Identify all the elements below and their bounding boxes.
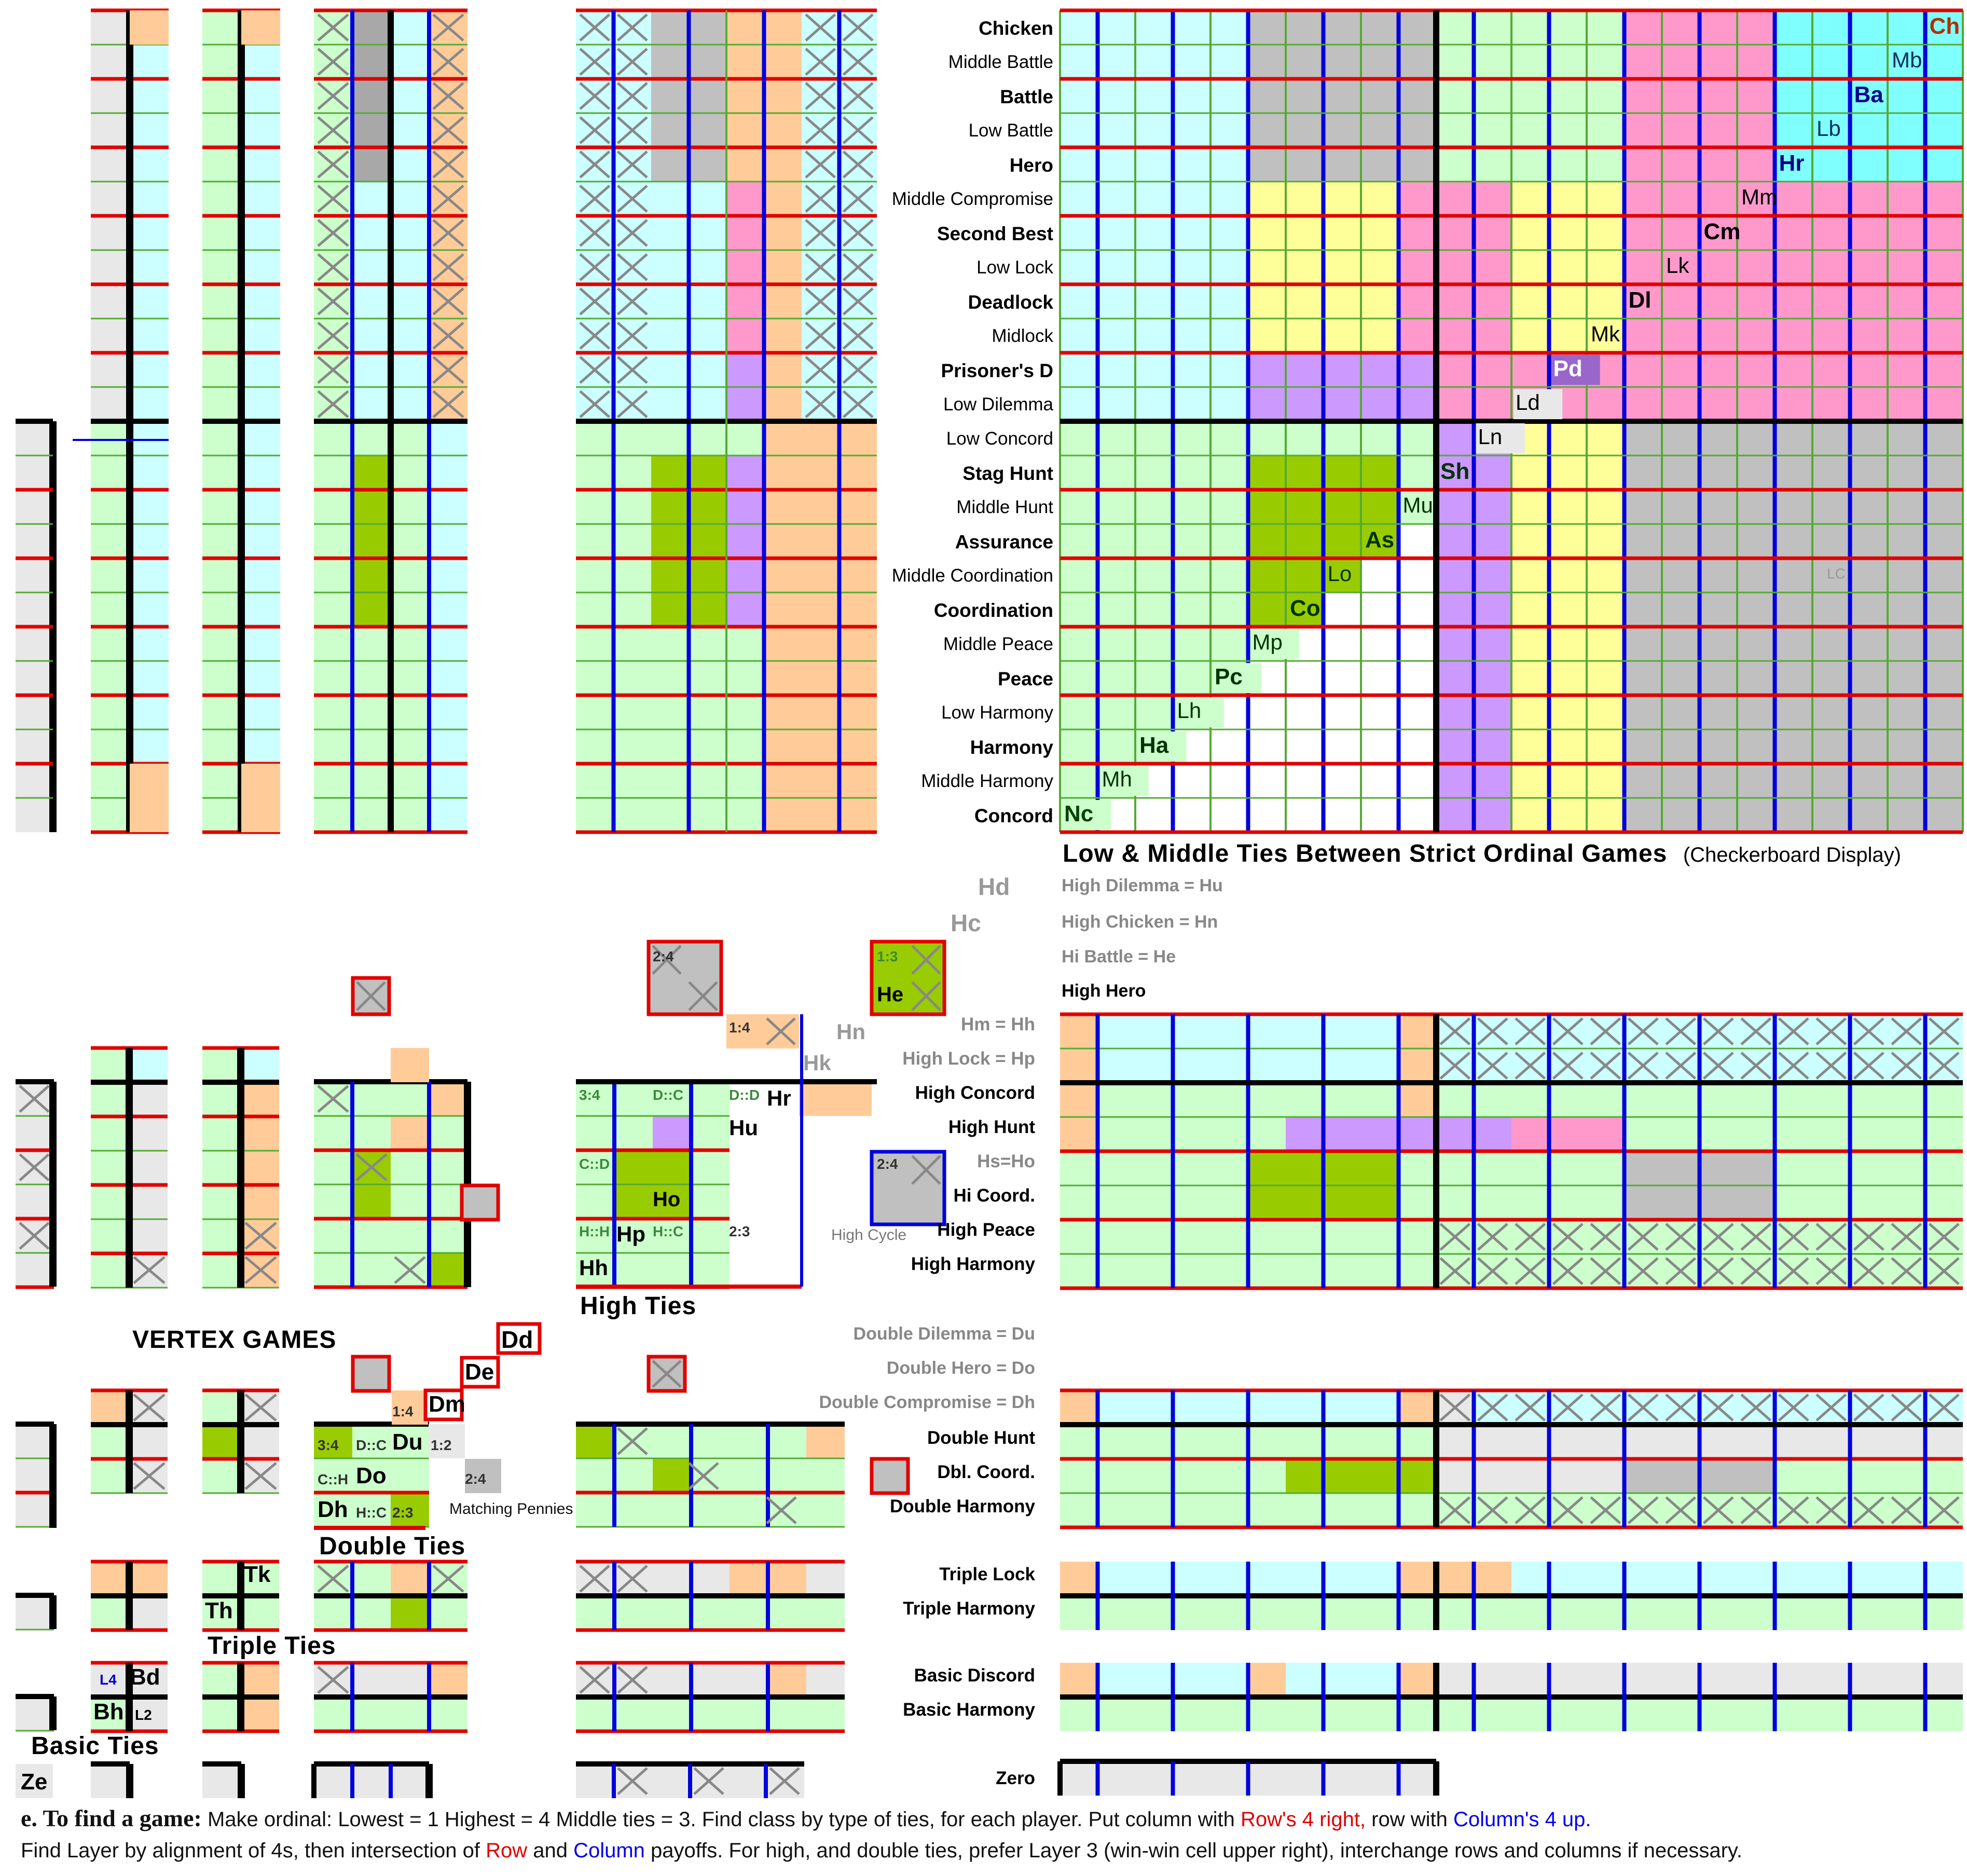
code-ch: Ch bbox=[1929, 13, 1960, 39]
high-row-label: Hi Coord. bbox=[953, 1185, 1035, 1206]
code-sh: Sh bbox=[1440, 459, 1470, 484]
main-row-label: Midlock bbox=[992, 326, 1053, 346]
code-hk: Hk bbox=[803, 1051, 831, 1075]
ratio-label: D::D bbox=[729, 1087, 760, 1103]
ratio-label: 2:3 bbox=[729, 1223, 750, 1239]
code-ld: Ld bbox=[1516, 390, 1540, 415]
main-row-label: Concord bbox=[974, 805, 1053, 826]
instructions-row-hint: Row's 4 right, bbox=[1240, 1808, 1366, 1831]
code-tk: Tk bbox=[244, 1562, 271, 1587]
code-dd: Dd bbox=[501, 1326, 533, 1353]
instructions-text-2c: payoffs. For high, and double ties, prefer Layer 3 (win-win cell upper right), interchange rows and columns if necessary. bbox=[644, 1839, 1743, 1862]
alias-high-hero: High Hero bbox=[1062, 981, 1146, 1001]
high-row-label: Hm = Hh bbox=[961, 1014, 1035, 1034]
code-dm: Dm bbox=[429, 1391, 465, 1417]
code-as: As bbox=[1365, 527, 1395, 553]
main-row-label: Middle Harmony bbox=[921, 771, 1053, 791]
label-zero: Zero bbox=[996, 1768, 1035, 1788]
high-ties-title: High Ties bbox=[580, 1292, 697, 1320]
ratio-label: 1:2 bbox=[431, 1437, 452, 1453]
ratio-label: H::C bbox=[653, 1223, 684, 1239]
ratio-label: 2:4 bbox=[653, 948, 674, 964]
code-mm: Mm bbox=[1741, 185, 1778, 209]
ratio-label: 3:4 bbox=[318, 1437, 339, 1453]
ratio-label: 2:4 bbox=[877, 1156, 898, 1172]
code-do: Do bbox=[356, 1463, 387, 1488]
ratio-label: 1:4 bbox=[392, 1403, 414, 1419]
ratio-label: 1:3 bbox=[877, 948, 898, 964]
code-nc: Nc bbox=[1064, 801, 1094, 826]
main-row-label: Low Dilemma bbox=[943, 394, 1053, 415]
code-hu: Hu bbox=[729, 1115, 758, 1140]
main-row-label: Low Lock bbox=[976, 257, 1053, 278]
code-ha: Ha bbox=[1139, 733, 1169, 758]
code-lk: Lk bbox=[1666, 253, 1689, 278]
basic-ties-title: Basic Ties bbox=[31, 1732, 159, 1760]
label-basic-discord: Basic Discord bbox=[914, 1665, 1035, 1686]
code-bd: Bd bbox=[130, 1664, 160, 1690]
alias-hi-battle: Hi Battle = He bbox=[1062, 947, 1176, 967]
code-du: Du bbox=[392, 1429, 423, 1455]
main-row-label: Deadlock bbox=[968, 292, 1053, 313]
alias-high-chicken: High Chicken = Hn bbox=[1062, 912, 1218, 932]
main-row-label: Low Concord bbox=[946, 429, 1053, 449]
high-row-label: High Hunt bbox=[948, 1117, 1035, 1137]
instructions-text-2a: Find Layer by alignment of 4s, then intersection of bbox=[21, 1839, 486, 1862]
double-ties-title: Double Ties bbox=[319, 1533, 466, 1560]
label-double-hunt: Double Hunt bbox=[927, 1428, 1035, 1448]
code-ba: Ba bbox=[1854, 82, 1883, 107]
code-lb: Lb bbox=[1817, 116, 1841, 141]
code-hd: Hd bbox=[978, 873, 1010, 900]
instructions-column-word: Column bbox=[573, 1839, 645, 1862]
main-row-label: Hero bbox=[1009, 155, 1053, 176]
code-mu: Mu bbox=[1402, 493, 1433, 517]
vertex-games-title: VERTEX GAMES bbox=[132, 1326, 337, 1354]
main-row-label: Middle Battle bbox=[948, 52, 1053, 72]
main-row-label: Low Battle bbox=[968, 120, 1053, 141]
main-row-label: Peace bbox=[998, 668, 1053, 689]
label-basic-harmony: Basic Harmony bbox=[903, 1700, 1035, 1720]
main-row-label: Middle Coordination bbox=[891, 565, 1053, 586]
code-pc: Pc bbox=[1215, 664, 1243, 689]
main-row-label: Middle Peace bbox=[943, 634, 1053, 654]
main-row-label: Battle bbox=[1000, 86, 1053, 107]
label-double-harmony: Double Harmony bbox=[889, 1496, 1035, 1516]
high-row-label: High Peace bbox=[937, 1220, 1035, 1240]
code-dl: Dl bbox=[1628, 287, 1652, 313]
code-he: He bbox=[877, 983, 904, 1006]
ratio-label: 2:3 bbox=[392, 1505, 414, 1521]
code-hp: Hp bbox=[616, 1222, 645, 1246]
ratio-label: D::C bbox=[653, 1087, 684, 1103]
small-l2: L2 bbox=[135, 1707, 152, 1723]
ratio-label: 3:4 bbox=[579, 1087, 600, 1103]
code-pd: Pd bbox=[1553, 356, 1583, 381]
high-cycle-label: High Cycle bbox=[831, 1226, 907, 1244]
code-hr: Hr bbox=[767, 1086, 791, 1110]
instructions-column-hint: Column's 4 up. bbox=[1453, 1808, 1591, 1831]
ratio-label: 1:4 bbox=[729, 1019, 750, 1036]
main-row-label: Stag Hunt bbox=[962, 463, 1053, 484]
high-row-label: High Harmony bbox=[911, 1254, 1035, 1274]
main-row-label: Prisoner's D bbox=[941, 360, 1053, 381]
code-hc: Hc bbox=[951, 909, 981, 936]
code-ze: Ze bbox=[21, 1769, 48, 1795]
code-hn: Hn bbox=[836, 1019, 865, 1044]
instructions-text-2b: and bbox=[527, 1839, 574, 1862]
code-dh: Dh bbox=[318, 1497, 348, 1522]
code-hr: Hr bbox=[1779, 150, 1805, 176]
ratio-label: 2:4 bbox=[465, 1471, 486, 1487]
code-cm: Cm bbox=[1703, 219, 1741, 244]
code-lo: Lo bbox=[1327, 561, 1352, 586]
label-dbl-coord: Dbl. Coord. bbox=[937, 1462, 1035, 1482]
instructions-heading: e. To find a game: bbox=[21, 1805, 202, 1831]
main-row-label: Middle Compromise bbox=[891, 189, 1053, 209]
ratio-label: C::D bbox=[579, 1156, 610, 1172]
main-row-label: Low Harmony bbox=[941, 702, 1053, 723]
alias-double-dilemma: Double Dilemma = Du bbox=[853, 1324, 1035, 1344]
code-mh: Mh bbox=[1102, 767, 1132, 791]
code-ln: Ln bbox=[1478, 424, 1503, 449]
instructions-row-word: Row bbox=[486, 1839, 528, 1862]
ratio-label: C::H bbox=[318, 1471, 349, 1487]
code-co: Co bbox=[1290, 596, 1320, 621]
title-text: Low & Middle Ties Between Strict Ordinal Games bbox=[1063, 840, 1668, 867]
ratio-label: H::H bbox=[579, 1223, 610, 1239]
code-mp: Mp bbox=[1252, 630, 1283, 654]
code-hh: Hh bbox=[579, 1256, 608, 1280]
code-bh: Bh bbox=[93, 1699, 124, 1725]
main-row-label: Coordination bbox=[933, 600, 1053, 621]
high-row-label: Hs=Ho bbox=[977, 1151, 1035, 1171]
instructions-text-1b: row with bbox=[1366, 1808, 1453, 1831]
matching-pennies-label: Matching Pennies bbox=[449, 1500, 573, 1518]
alias-double-hero: Double Hero = Do bbox=[886, 1358, 1035, 1378]
code-mk: Mk bbox=[1591, 322, 1620, 346]
ratio-label: D::C bbox=[356, 1437, 387, 1453]
alias-double-compromise: Double Compromise = Dh bbox=[819, 1392, 1035, 1412]
high-row-label: High Concord bbox=[915, 1083, 1035, 1103]
main-row-label: Second Best bbox=[937, 223, 1053, 244]
code-lc: LC bbox=[1827, 565, 1846, 582]
code-ho: Ho bbox=[653, 1188, 681, 1211]
small-l4: L4 bbox=[100, 1672, 117, 1688]
high-row-label: High Lock = Hp bbox=[902, 1049, 1035, 1069]
label-triple-harmony: Triple Harmony bbox=[903, 1598, 1035, 1619]
label-triple-lock: Triple Lock bbox=[939, 1564, 1035, 1584]
subtitle-text: (Checkerboard Display) bbox=[1683, 844, 1901, 866]
code-de: De bbox=[465, 1359, 494, 1385]
main-row-label: Chicken bbox=[979, 18, 1053, 39]
main-row-label: Assurance bbox=[955, 531, 1053, 553]
ratio-label: H::C bbox=[356, 1505, 387, 1521]
code-lh: Lh bbox=[1177, 698, 1202, 723]
main-row-label: Middle Hunt bbox=[956, 497, 1053, 517]
code-th: Th bbox=[205, 1598, 233, 1623]
instructions-text-1a: Make ordinal: Lowest = 1 Highest = 4 Middle ties = 3. Find class by type of ties, for each player. Put column with bbox=[201, 1808, 1241, 1831]
alias-high-dilemma: High Dilemma = Hu bbox=[1062, 876, 1223, 895]
main-row-label: Harmony bbox=[970, 737, 1053, 758]
triple-ties-title: Triple Ties bbox=[208, 1632, 336, 1660]
code-mb: Mb bbox=[1892, 48, 1922, 72]
